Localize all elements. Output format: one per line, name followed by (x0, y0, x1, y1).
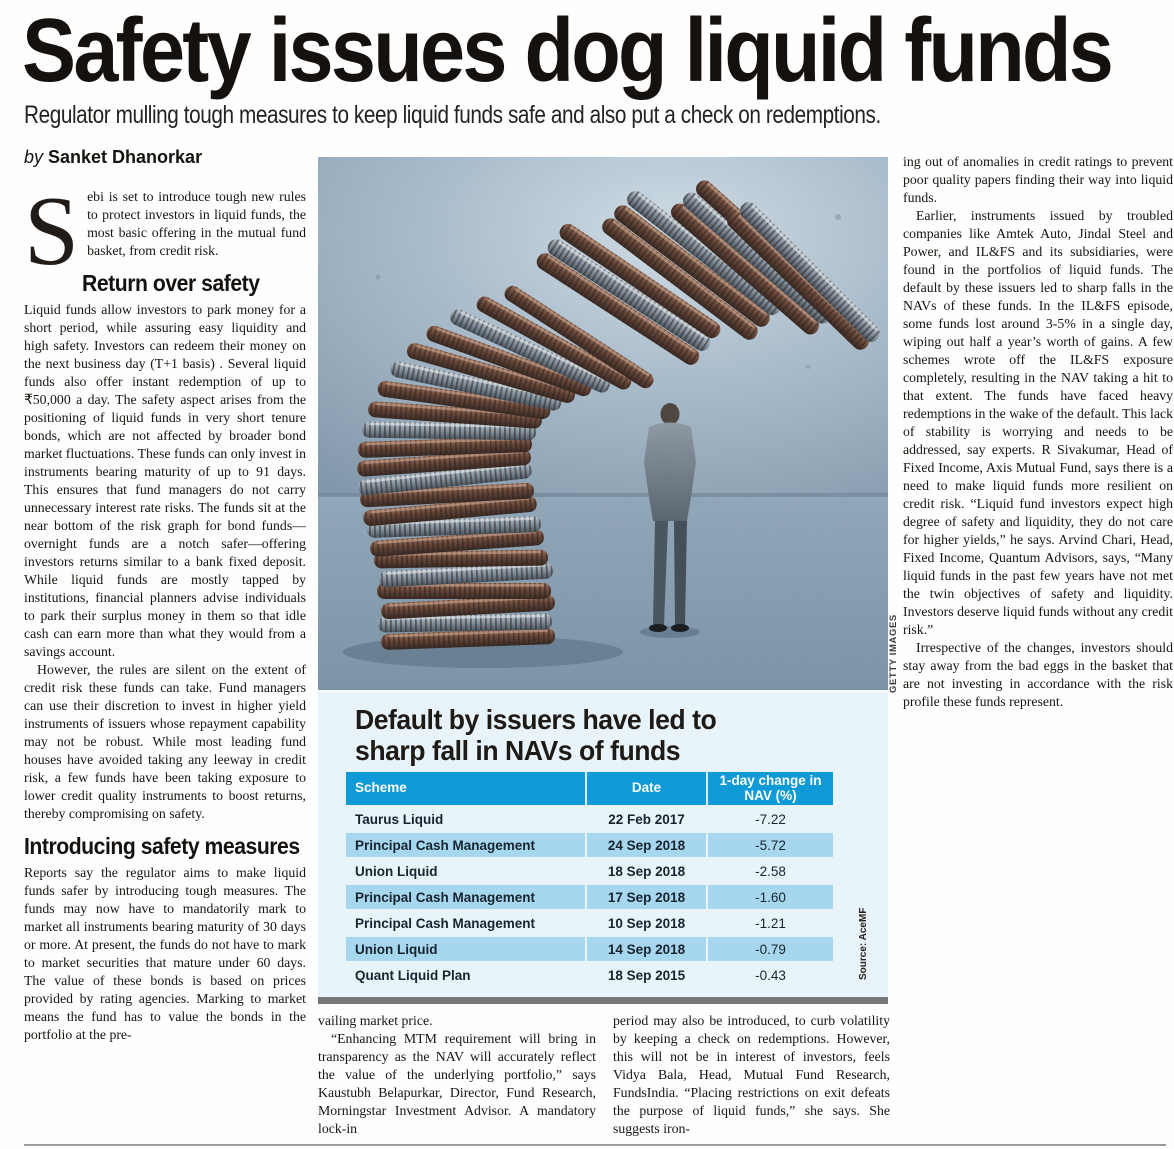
byline-author: Sanket Dhanorkar (48, 147, 203, 167)
body-paragraph: Reports say the regulator aims to make liquid funds safer by introducing tough measures. The funds may now have to mandatorily mark to market all instruments bearing maturity of 30 days or more. At present, the funds do not have to mark to market securities that mature under 60 days. The value of these bonds is based on prices provided by rating agencies. Marking to market means the fund has to value the bonds in the portfolio at the pre- (24, 865, 306, 1042)
cell-nav-change: -5.72 (706, 833, 833, 857)
continuation-column-right (613, 1012, 890, 1138)
cell-scheme: Taurus Liquid (355, 811, 444, 827)
table-row (346, 807, 833, 831)
body-paragraph: period may also be introduced, to curb volatility by keeping a check on redemptions. However, this will not be in interest of investors, feels Vidya Bala, Head, Mutual Fund Research, FundsIndia. “Placing restrictions on exit defeats the purpose of liquid funds,” she says. She suggests iron- (613, 1013, 890, 1136)
cell-nav-change: -1.21 (706, 911, 833, 935)
cell-scheme: Union Liquid (355, 941, 438, 957)
box-bottom-bar (318, 997, 888, 1004)
body-paragraph: However, the rules are silent on the extent of credit risk these funds can take. Fund managers can use their discretion to invest in higher yield instruments of issuers whose repayment capability may not be robust. While most leading fund houses have avoided taking any leeway in credit risk, a few funds have been taking exposure to lower credit quality instruments to boost returns, thereby compromising on safety. (24, 662, 306, 821)
cell-date: 14 Sep 2018 (585, 937, 706, 961)
table-row (346, 833, 833, 857)
cell-date: 24 Sep 2018 (585, 833, 706, 857)
cell-nav-change: -0.43 (706, 963, 833, 987)
continuation-column-middle (318, 1012, 596, 1138)
body-paragraph: Earlier, instruments issued by troubled companies like Amtek Auto, Jindal Steel and Power, and IL&FS and its subsidiaries, were found in the portfolios of liquid funds. The default by these issuers led to sharp falls in the NAVs of these funds. In the IL&FS episode, some funds lost around 3-5% in a single day, wiping out half a year’s worth of gains. A few schemes wrote off the IL&FS exposure completely, resulting in the NAV taking a hit to that extent. The funds have faced heavy redemptions in the wake of the default. This lack of stability is worrying and needs to be addressed, say experts. R Sivakumar, Head of Fixed Income, Axis Mutual Fund, says there is a need to make liquid funds more resilient on credit risk. “Liquid fund investors expect high degree of safety and liquidity, they do not care for higher yields,” he says. Arvind Chari, Head, Fixed Income, Quantum Advisors, says, “Many liquid funds in the past few years have not met the twin objectives of safety and liquidity. Investors deserve liquid funds without any credit risk.” (903, 208, 1173, 637)
table-row (346, 911, 833, 935)
cell-date: 10 Sep 2018 (585, 911, 706, 935)
cell-scheme: Union Liquid (355, 863, 438, 879)
column-header-nav-change: 1-day change in NAV (%) (706, 772, 833, 805)
cell-scheme: Principal Cash Management (355, 837, 536, 853)
cell-nav-change: -1.60 (706, 885, 833, 909)
body-paragraph: “Enhancing MTM requirement will bring in transparency as the NAV will accurately reflect the value of the underlying portfolio,” says Kaustubh Belapurkar, Director, Fund Research, Morningstar Investment Advisor. A mandatory lock-in (318, 1031, 596, 1136)
cell-date: 22 Feb 2017 (585, 807, 706, 831)
body-paragraph: vailing market price. (318, 1013, 433, 1028)
article-title: Safety issues dog liquid funds (22, 1, 1112, 101)
section-heading-introducing-safety-measures: Introducing safety measures (24, 833, 300, 859)
column-header-scheme: Scheme (355, 780, 407, 796)
cell-nav-change: -7.22 (706, 807, 833, 831)
body-paragraph: ing out of anomalies in credit ratings to prevent poor quality papers finding their way into liquid funds. (903, 154, 1173, 205)
table-row (346, 859, 833, 883)
cell-scheme: Principal Cash Management (355, 915, 536, 931)
cell-date: 18 Sep 2015 (585, 963, 706, 987)
cell-scheme: Principal Cash Management (355, 889, 536, 905)
body-paragraph: Liquid funds allow investors to park money for a short period, while assuring easy liquidity and high safety. Investors can redeem their money on the next business day (T+1 basis) . Several liquid funds also offer instant redemption of up to ₹50,000 a day. The safety aspect arises from the positioning of liquid funds in very short tenure bonds, which are not affected by broader bond market fluctuations. These funds can only invest in instruments bearing maturity of up to 91 days. This ensures that fund managers do not carry unnecessary interest rate risks. The funds sit at the near bottom of the risk graph for bond funds—overnight funds are a notch safer—offering investors returns similar to a bank fixed deposit. While liquid funds are mostly tapped by institutions, financial planners advise individuals to park their surplus money in them so that idle cash can earn more than what they would from a savings account. (24, 302, 306, 659)
coin-stack-photo (318, 157, 888, 690)
drop-cap: S (24, 177, 80, 286)
byline (24, 147, 202, 168)
source-credit: Source: AceMF (858, 907, 869, 980)
table-row (346, 885, 833, 909)
photo-grain-overlay (318, 157, 888, 690)
byline-prefix: by (24, 147, 44, 167)
column-header-date: Date (585, 772, 706, 805)
infographic-box (318, 692, 888, 1004)
bottom-rule (24, 1144, 1166, 1146)
cell-date: 18 Sep 2018 (585, 859, 706, 883)
table-row (346, 937, 833, 961)
cell-date: 17 Sep 2018 (585, 885, 706, 909)
cell-scheme: Quant Liquid Plan (355, 967, 471, 983)
cell-nav-change: -0.79 (706, 937, 833, 961)
photo-illustration (318, 157, 888, 690)
right-column (903, 153, 1173, 711)
article-subtitle: Regulator mulling tough measures to keep liquid funds safe and also put a check on redemptions. (24, 101, 881, 129)
table-header-row (346, 772, 833, 805)
body-paragraph: Irrespective of the changes, investors should stay away from the bad eggs in the basket that are not investing in accordance with the risk profile these funds represent. (903, 640, 1173, 709)
left-column (24, 177, 306, 1044)
intro-text: ebi is set to introduce tough new rules to protect investors in liquid funds, the most basic offering in the mutual fund basket, from credit risk. (87, 189, 306, 258)
cell-nav-change: -2.58 (706, 859, 833, 883)
nav-change-table (346, 772, 833, 987)
infographic-title-line1: Default by issuers have led to (355, 704, 717, 735)
section-heading-return-over-safety: Return over safety (82, 270, 260, 296)
photo-credit: GETTY IMAGES (888, 614, 899, 693)
infographic-title-line2: sharp fall in NAVs of funds (355, 735, 681, 766)
table-row (346, 963, 833, 987)
infographic-title (355, 704, 716, 766)
